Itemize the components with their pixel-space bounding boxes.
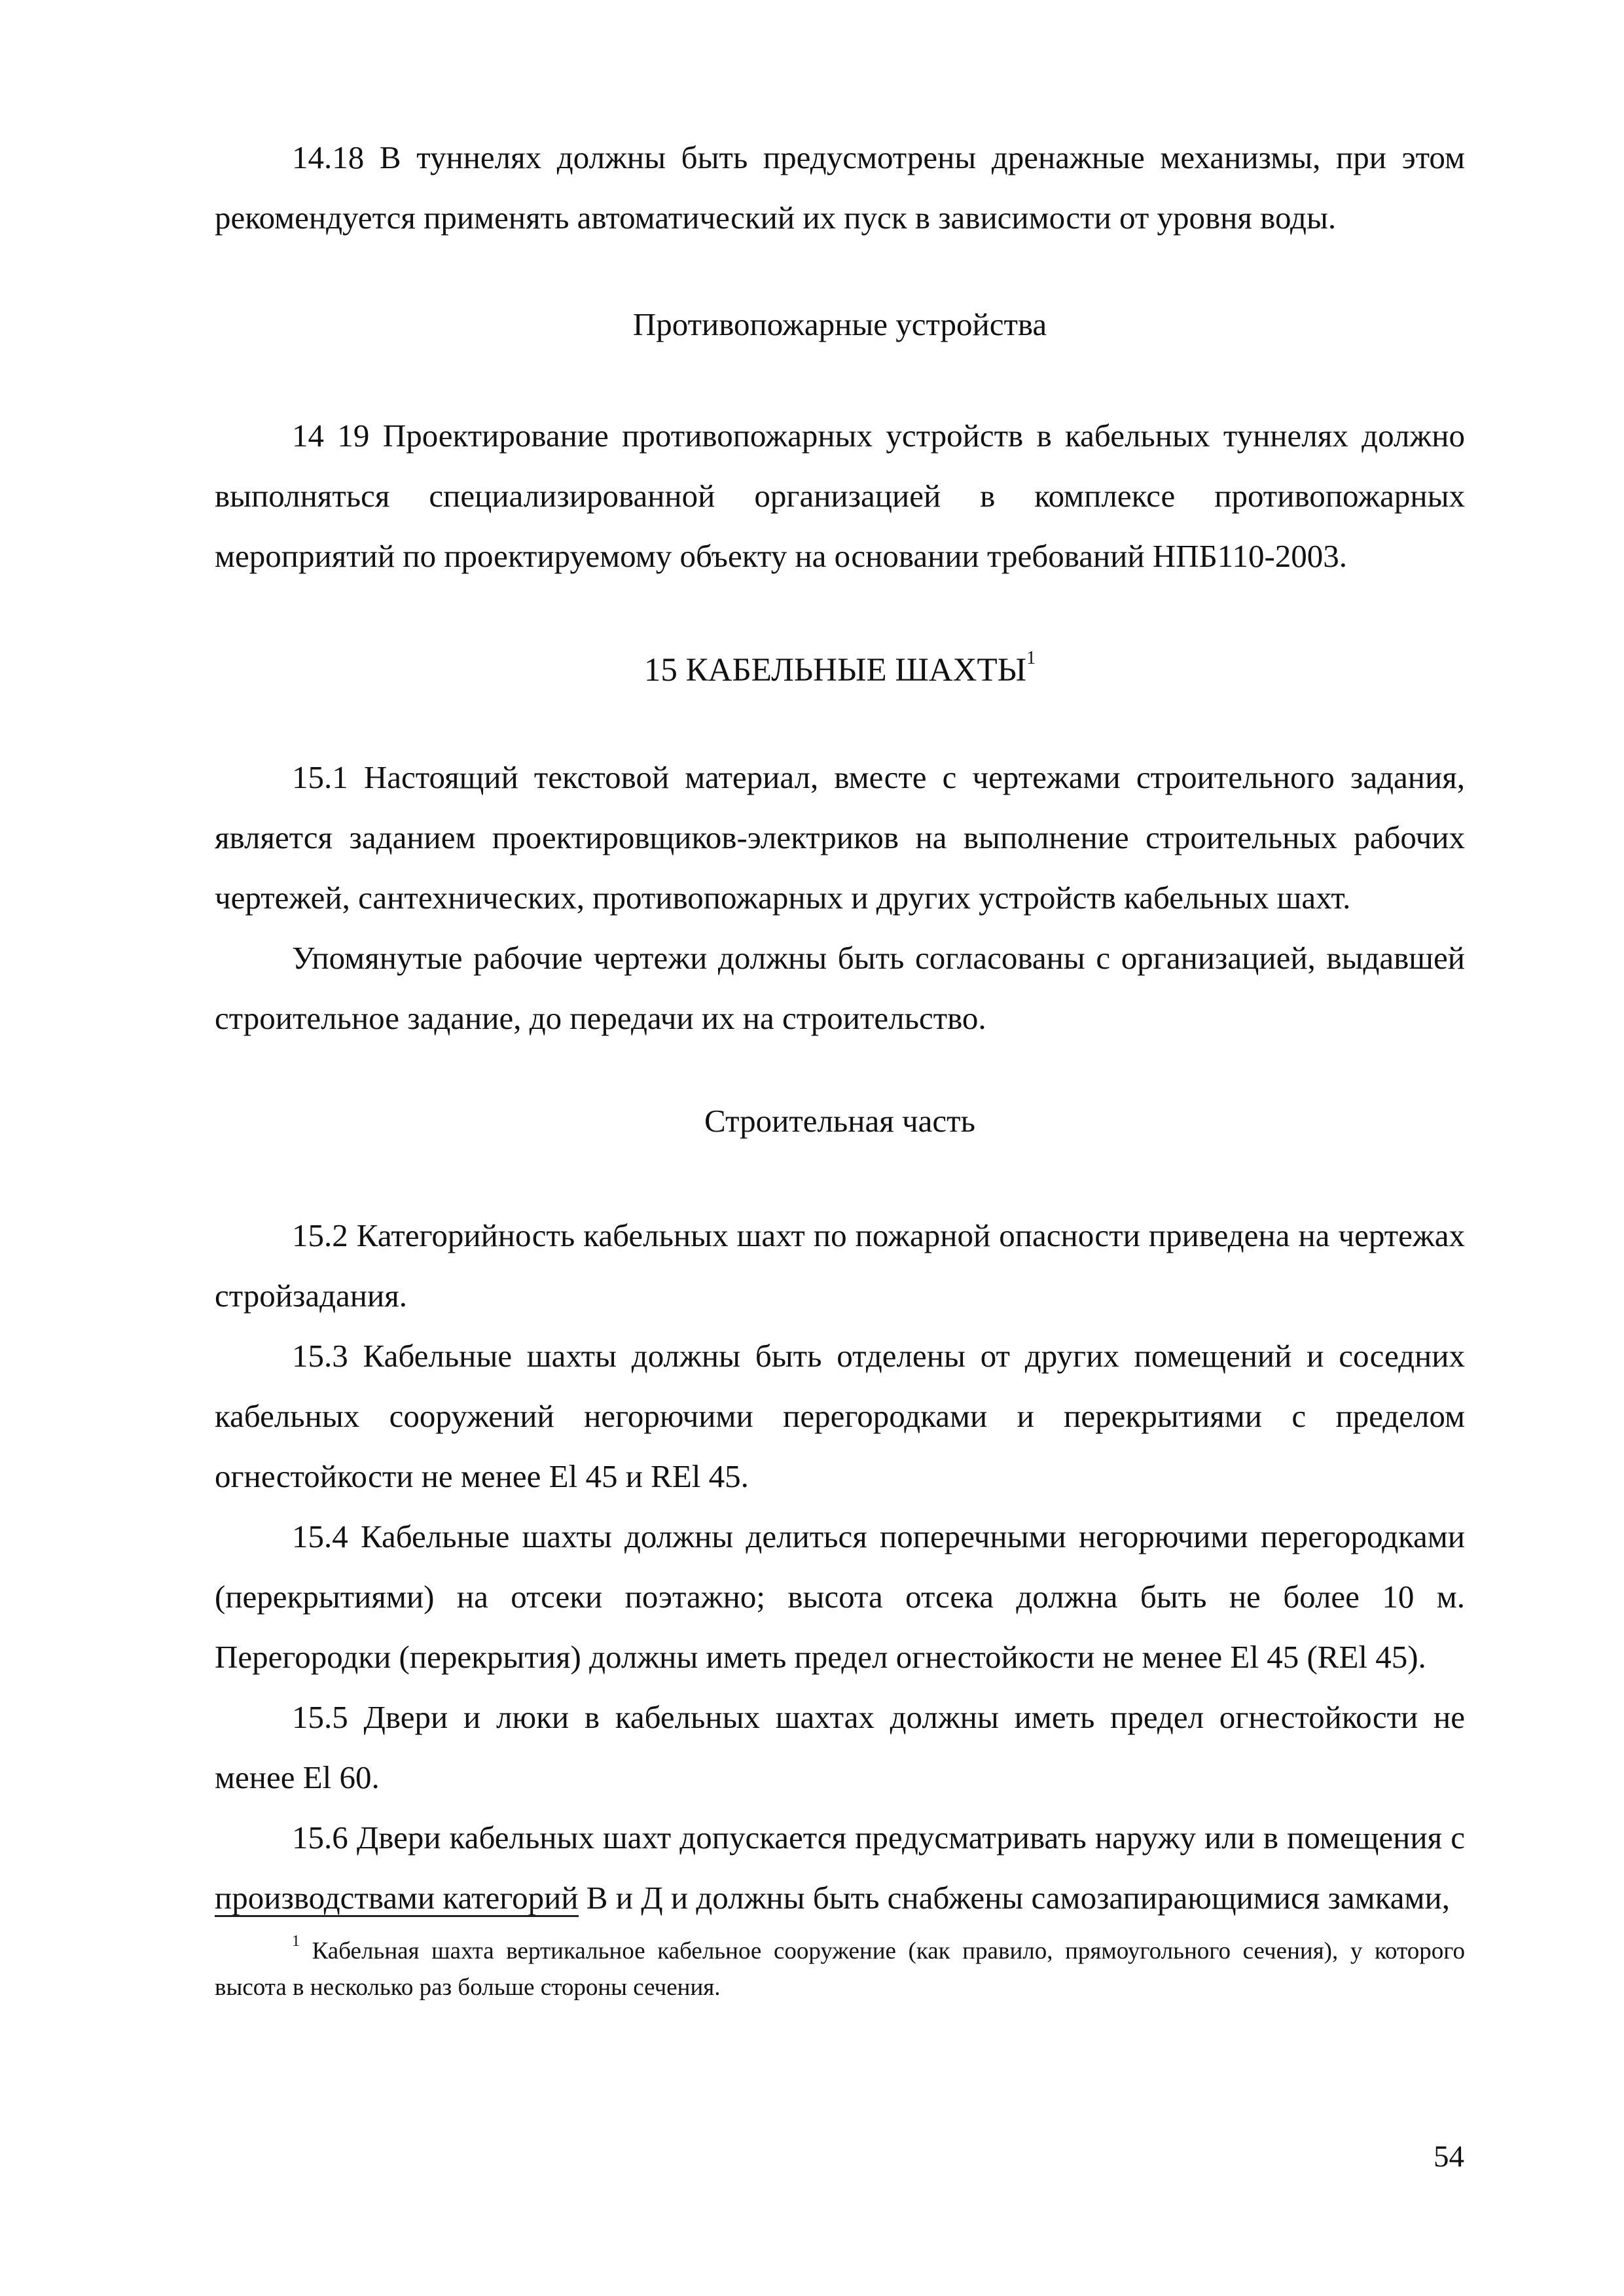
- footnote-mark: 1: [292, 1933, 300, 1950]
- paragraph-14-19: 14 19 Проектирование противопожарных устройств в кабельных туннелях должно выполняться специализированной организацией в комплексе противопожарных мероприятий по проектируемому объекту на основании требований НПБ110-2003.: [215, 418, 1465, 574]
- paragraph-15-1-continued: Упомянутые рабочие чертежи должны быть согласованы с организацией, выдавшей строительное задание, до передачи их на строительство.: [215, 940, 1465, 1036]
- subheading-block-construction: [215, 1091, 1465, 1151]
- footnote-divider: [215, 1915, 579, 1917]
- body-block-14-19: [215, 406, 1465, 586]
- body-block-15-2-to-15-6: [215, 1206, 1465, 1928]
- footnote: [215, 1927, 1465, 2006]
- section-15-footnote-mark: 1: [1026, 648, 1036, 668]
- paragraph-15-5: 15.5 Двери и люки в кабельных шахтах должны иметь предел огнестойкости не менее El 60.: [215, 1699, 1465, 1795]
- body-block-14-18: [215, 128, 1465, 248]
- body-block-15-1: [215, 747, 1465, 1049]
- paragraph-15-6: 15.6 Двери кабельных шахт допускается предусматривать наружу или в помещения с производствами категорий В и Д и должны быть снабжены самозапирающимися замками,: [215, 1820, 1465, 1916]
- paragraph-14-18: 14.18 В туннелях должны быть предусмотрены дренажные механизмы, при этом рекомендуется применять автоматический их пуск в зависимости от уровня воды.: [215, 139, 1465, 236]
- page-number: 54: [1434, 2140, 1464, 2174]
- subheading-block-fire: [215, 295, 1465, 355]
- paragraph-15-3: 15.3 Кабельные шахты должны быть отделены от других помещений и соседних кабельных сооружений негорючими перегородками и перекрытиями с пределом огнестойкости не менее El 45 и REl 45.: [215, 1338, 1465, 1494]
- section-15-title: 15 КАБЕЛЬНЫЕ ШАХТЫ: [643, 652, 1027, 689]
- footnote-text: Кабельная шахта вертикальное кабельное сооружение (как правило, прямоугольного сечения), у которого высота в несколько раз больше стороны сечения.: [215, 1937, 1466, 2001]
- section-heading-block: [215, 634, 1465, 700]
- paragraph-15-2: 15.2 Категорийность кабельных шахт по пожарной опасности приведена на чертежах стройзадания.: [215, 1217, 1465, 1314]
- section-15-heading: [215, 634, 1465, 700]
- subheading-construction-part: Строительная часть: [704, 1103, 975, 1139]
- paragraph-15-1: 15.1 Настоящий текстовой материал, вместе с чертежами строительного задания, является заданием проектировщиков-электриков на выполнение строительных рабочих чертежей, сантехнических, противопожарных и других устройств кабельных шахт.: [215, 759, 1465, 916]
- subheading-fire-devices: Противопожарные устройства: [632, 306, 1047, 342]
- paragraph-15-4: 15.4 Кабельные шахты должны делиться поперечными негорючими перегородками (перекрытиями) на отсеки поэтажно; высота отсека должна быть не более 10 м. Перегородки (перекрытия) должны иметь предел огнестойкости не менее El 45 (REl 45).: [215, 1518, 1465, 1675]
